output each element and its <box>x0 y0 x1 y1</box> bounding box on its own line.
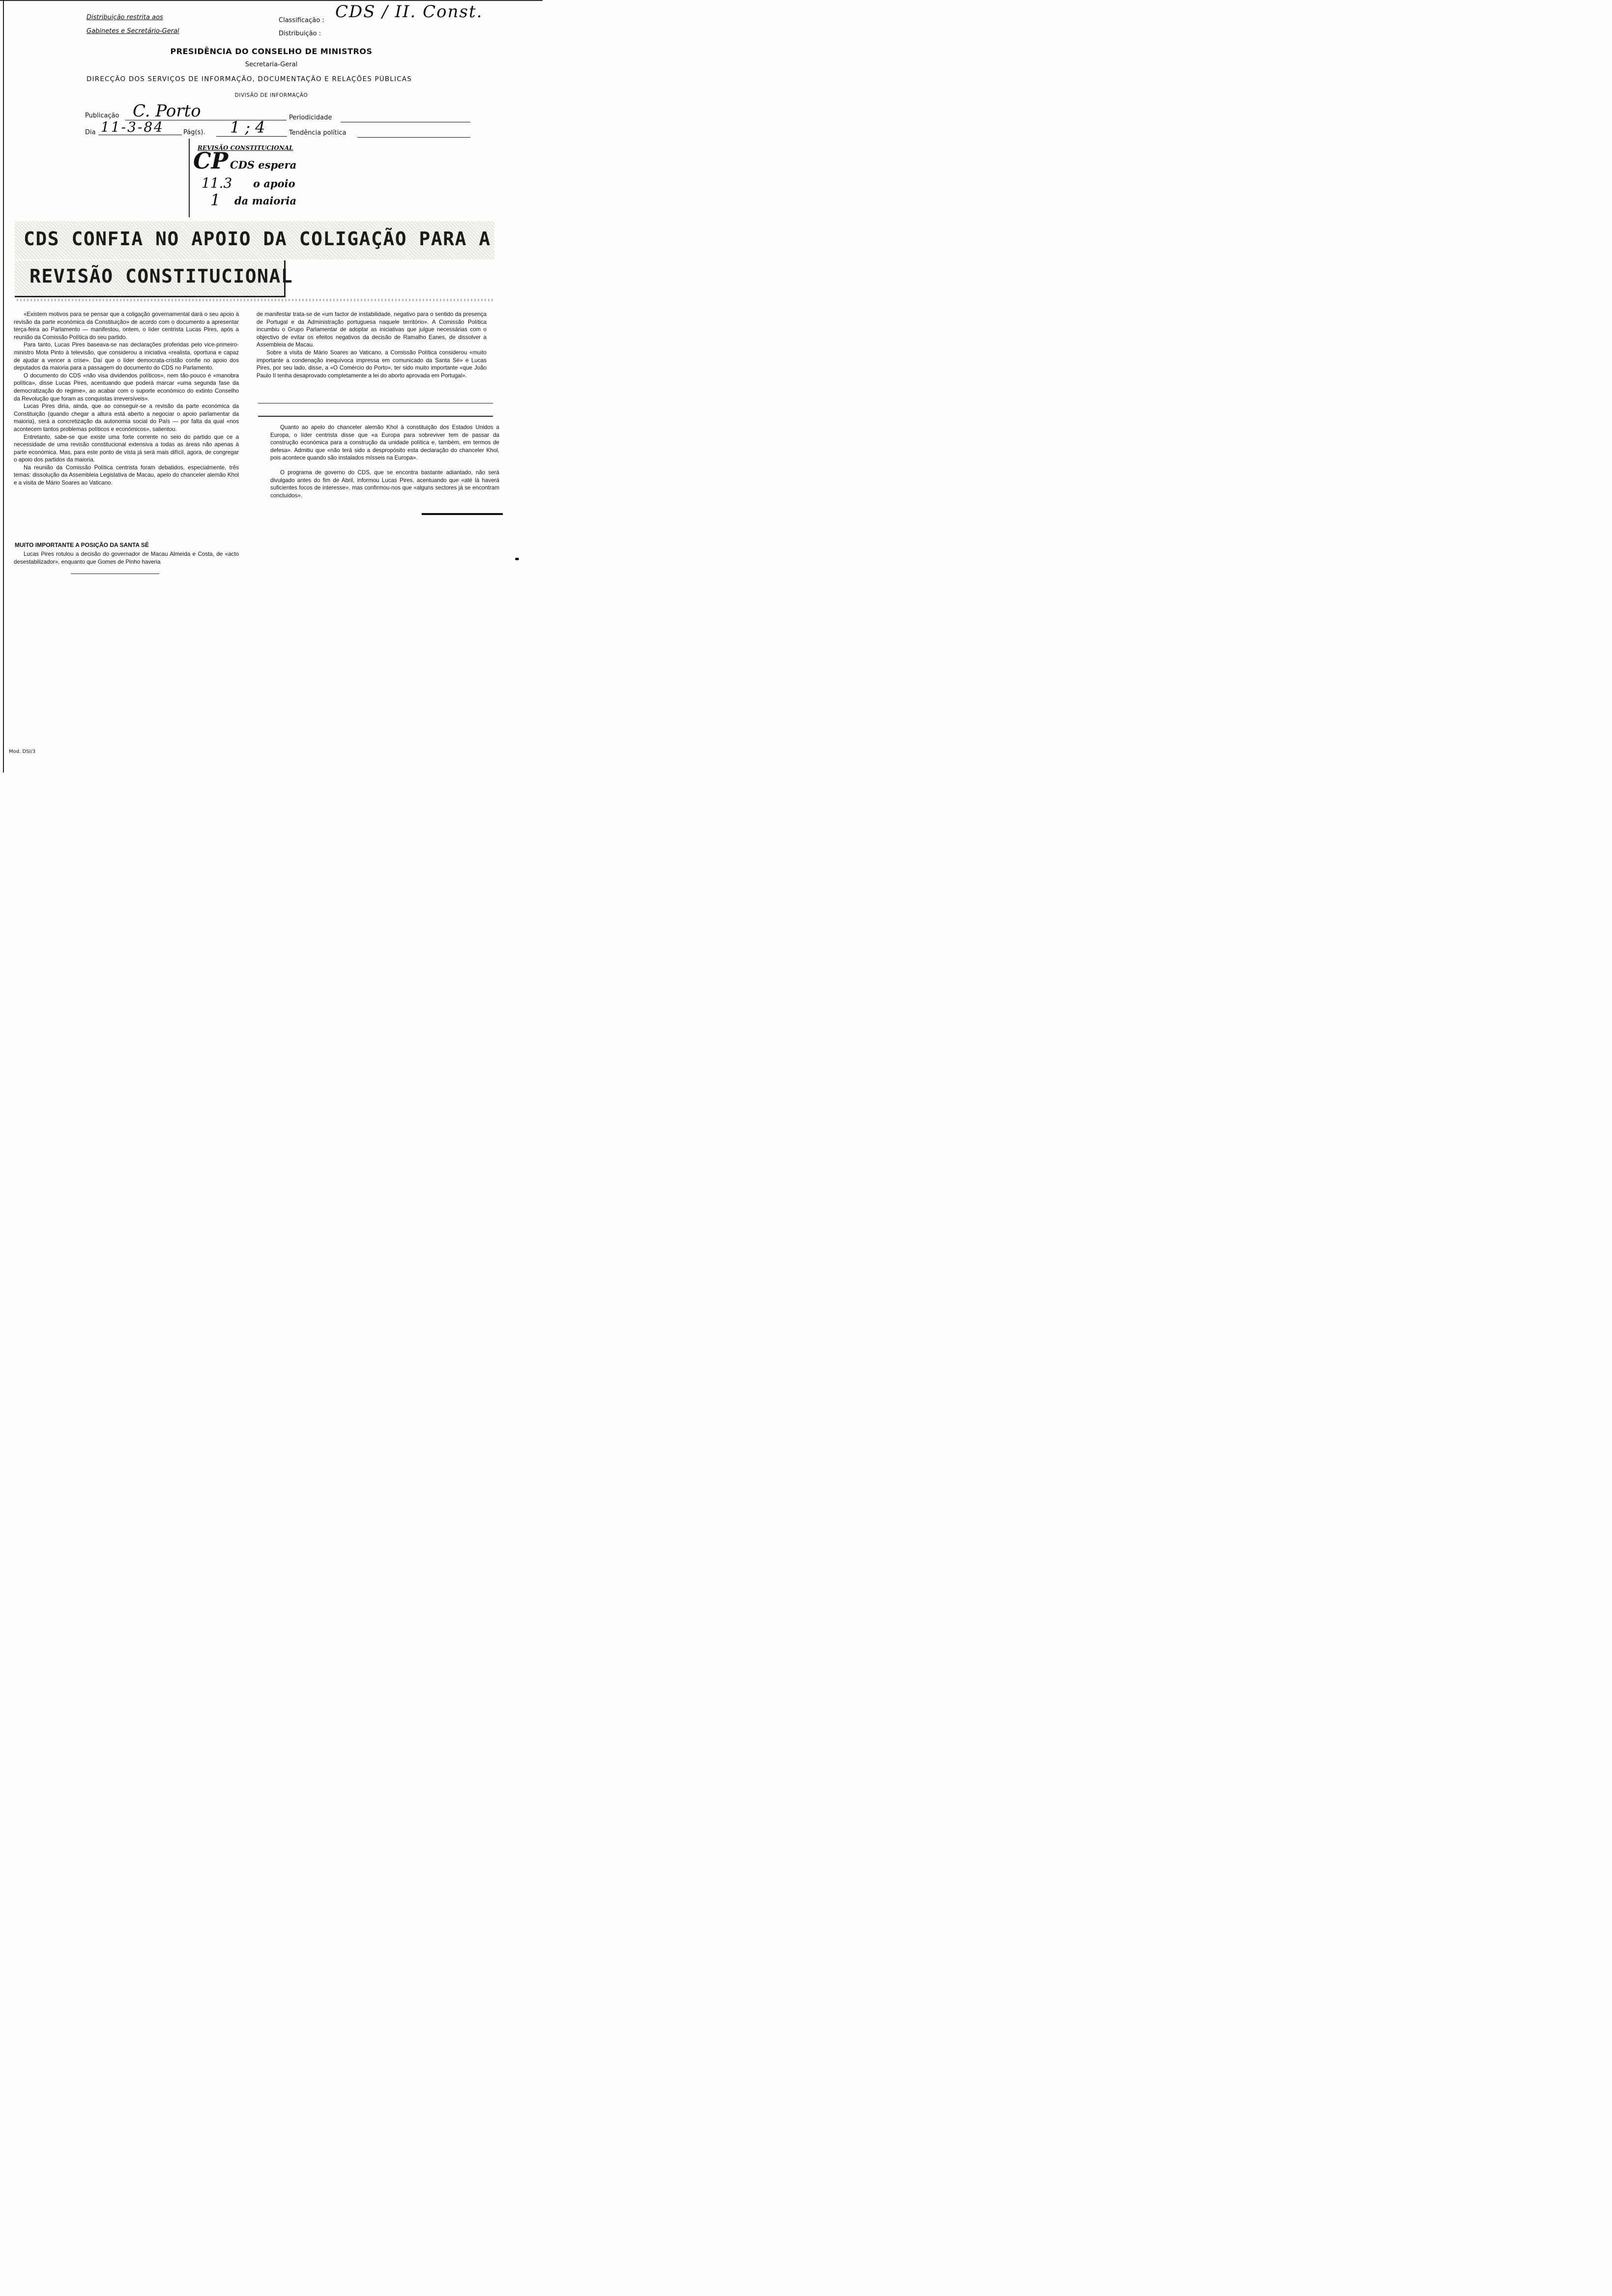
col2-paragraph-4: O programa de governo do CDS, que se encontra bastante adiantado, não será divulgado antes do fim de Abril, informou Lucas Pires, acentuando que «até lá haverá suficientes focos de interesse», mas confirmou-nos que «alguns sectores já se encontram concluídos». <box>270 469 499 499</box>
headline-strip-1 <box>15 221 494 259</box>
lead-line-1: CDS espera <box>230 159 297 171</box>
headline-strip-2 <box>15 260 293 297</box>
col1-paragraph-4: Lucas Pires diria, ainda, que ao conseguir-se a revisão da parte económica da Constituição (quando chegar a altura está aberto a negociar o apoio parlamentar da maioria), será a concretização da autonomia social do País — por falta da qual «nos acontecem tantos problemas políticos e económicos», salientou. <box>14 403 239 432</box>
col2-paragraph-2: Sobre a visita de Mário Soares ao Vaticano, a Comissão Política considerou «muito importante a condenação inequívoca impressa em comunicado da Santa Sé» e Lucas Pires, por seu lado, disse, a «O Comércio do Porto», ter sido muito importante «que João Paulo II tenha desaprovado completamente a lei do aborto aprovada em Portugal». <box>257 349 487 379</box>
org-subtitle: Secretaria-Geral <box>245 61 298 68</box>
lead-line-3: da maioria <box>234 195 297 207</box>
clipping-border <box>189 139 190 217</box>
handwritten-page: 1 <box>210 191 221 209</box>
page-left-edge <box>3 0 4 773</box>
tendencia-label: Tendência política <box>289 129 346 137</box>
col1-after-subhead <box>14 550 239 566</box>
handwritten-date: 11.3 <box>202 175 232 191</box>
org-title: PRESIDÊNCIA DO CONSELHO DE MINISTROS <box>170 47 373 56</box>
col2-paragraph-1: de manifestar trata-se de «um factor de instabilidade, negativo para o sentido da presença de Portugal e da Administração portuguesa naquele território». A Comissão Política incumbiu o Grupo Parlamentar de adoptar as iniciativas que julgue necessárias com o objectivo de evitar os efeitos negativos da decisão de Ramalho Eanes, de dissolver a Assembleia de Macau. <box>257 311 487 348</box>
col1-paragraph-3: O documento do CDS «não visa dividendos políticos», nem tão-pouco é «manobra política», disse Lucas Pires, acentuando que poderá marcar «uma segunda fase da democratização do regime», ao acabar com o suporte económico do extinto Conselho da Revolução que foram as conquistas irreversíveis». <box>14 372 239 402</box>
subhead: MUITO IMPORTANTE A POSIÇÃO DA SANTA SÉ <box>15 542 149 548</box>
article-column-1 <box>14 311 239 487</box>
distribuicao-label: Distribuição : <box>279 30 321 37</box>
handwritten-mark: CP <box>193 147 229 174</box>
periodicidade-label: Periodicidade <box>289 114 332 121</box>
col1-after-paragraph: Lucas Pires rotulou a decisão do governador de Macau Almeida e Costa, de «acto desestabilizador», enquanto que Gomes de Pinho haveria <box>14 551 239 565</box>
page-top-edge <box>0 0 543 1</box>
restricted-distribution-line1: Distribuição restrita aos <box>86 14 163 21</box>
article-column-2-top <box>257 311 487 379</box>
col1-paragraph-6: Na reunião da Comissão Política centrista foram debatidos, especialmente, três temas: dissolução da Assembleia Legislativa de Macau, apelo do chanceler alemão Khol e a visita de Mário Soares ao Vaticano. <box>14 464 239 487</box>
col1-paragraph-2: Para tanto, Lucas Pires baseava-se nas declarações proferidas pelo vice-primeiro-ministro Mota Pinto à televisão, que considerou a iniciativa «realista, oportuna e capaz de ajudar a vencer a crise». Daí que o líder democrata-cristão confie no apoio dos deputados da maioria para a passagem do documento do CDS no Parlamento. <box>14 342 239 372</box>
form-code: Mod. DSI/3 <box>9 749 36 754</box>
classificacao-label: Classificação : <box>279 17 324 24</box>
publicacao-label: Publicação <box>85 112 119 119</box>
lead-line-2: o apoio <box>253 177 295 190</box>
col1-paragraph-5: Entretanto, sabe-se que existe uma forte corrente no seio do partido que ce a necessidade de uma revisão constitucional extensiva a todas as áreas não apenas à parte económica. Mas, para este ponto de vista já será mais difícil, agora, de congregar o apoio dos partidos da maioria. <box>14 433 239 463</box>
dia-label: Dia <box>85 129 96 136</box>
periodicidade-field <box>341 113 470 122</box>
clipping-kicker: REVISÃO CONSTITUCIONAL <box>198 144 293 151</box>
directorate: DIRECÇÃO DOS SERVIÇOS DE INFORMAÇÃO, DOCUMENTAÇÃO E RELAÇÕES PÚBLICAS <box>86 75 412 83</box>
pags-handwritten: 1;4 <box>230 118 270 137</box>
publicacao-handwritten: C. Porto <box>133 101 201 121</box>
col2-end-rule <box>422 513 503 515</box>
article-column-2-bottom <box>270 424 499 499</box>
division: DIVISÃO DE INFORMAÇÃO <box>234 92 308 98</box>
pags-label: Pág(s). <box>183 129 205 136</box>
dia-handwritten: 11-3-84 <box>101 119 164 135</box>
headline-line-1: CDS CONFIA NO APOIO DA COLIGAÇÃO PARA A <box>24 228 491 250</box>
restricted-distribution-line2: Gabinetes e Secretário-Geral <box>86 28 179 35</box>
headline-line-2: REVISÃO CONSTITUCIONAL <box>29 265 293 287</box>
col1-paragraph-1: «Existem motivos para se pensar que a coligação governamental dará o seu apoio à revisão da parte económica da Constituição» de acordo com o documento a apresentar terça-feira ao Parlamento — manifestou, ontem, o líder centrista Lucas Pires, após a reunião da Comissão Política do seu partido. <box>14 311 239 341</box>
speck-mark <box>515 558 519 560</box>
tendencia-field <box>357 128 470 138</box>
headline-under-rule <box>17 299 493 301</box>
classificacao-handwritten: CDS / II. Const. <box>335 2 483 22</box>
col2-paragraph-3: Quanto ao apelo do chanceler alemão Khol à constituição dos Estados Unidos a Europa, o líder centrista disse que «a Europa para sobreviver tem de passar da construção económica para a construção da unidade política e, também, em termos de defesa». Admitiu que «não terá sido a despropósito esta declaração do chanceler Khol, pois acontece quando são instalados mísseis na Europa». <box>270 424 499 461</box>
col2-separator <box>258 416 493 417</box>
